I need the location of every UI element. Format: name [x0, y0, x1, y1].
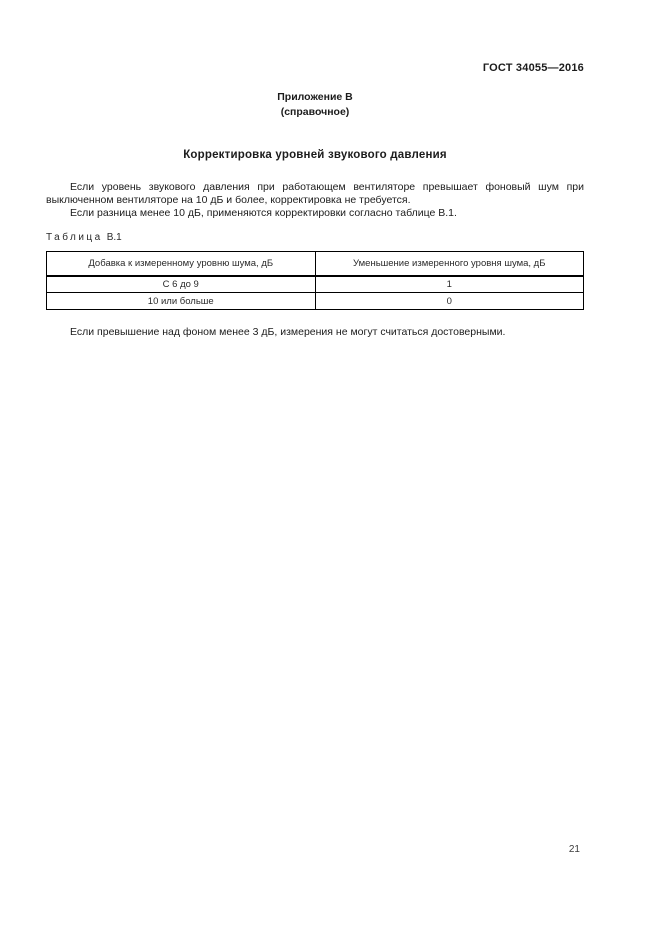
table-row: [47, 293, 584, 310]
appendix-heading: [46, 90, 584, 120]
table-header-cell: Уменьшение измеренного уровня шума, дБ: [315, 252, 584, 276]
table-cell: 0: [315, 293, 584, 310]
table-header-cell: Добавка к измеренному уровню шума, дБ: [47, 252, 316, 276]
appendix-subtitle: (справочное): [280, 106, 350, 118]
table-row: [47, 276, 584, 293]
table-label-number: В.1: [106, 232, 122, 243]
table-header-row: [47, 252, 584, 276]
correction-table: [46, 251, 584, 310]
page-number: 21: [568, 844, 580, 855]
table-label-word: Таблица: [46, 232, 103, 243]
section-title: Корректировка уровней звукового давления: [183, 149, 447, 161]
document-number: ГОСТ 34055—2016: [482, 62, 584, 74]
table-cell: 1: [315, 276, 584, 293]
table-cell: 10 или больше: [47, 293, 316, 310]
paragraph: Если уровень звукового давления при работающем вентиляторе превышает фоновый шум при выключенном вентиляторе на 10 дБ и более, корректировка не требуется.: [46, 181, 584, 207]
table-label: [46, 232, 122, 243]
table-cell: С 6 до 9: [47, 276, 316, 293]
paragraph: Если разница менее 10 дБ, применяются корректировки согласно таблице В.1.: [70, 207, 457, 220]
body-text: [46, 181, 584, 221]
note-paragraph: Если превышение над фоном менее 3 дБ, измерения не могут считаться достоверными.: [70, 326, 506, 338]
appendix-title: Приложение В: [277, 91, 353, 103]
